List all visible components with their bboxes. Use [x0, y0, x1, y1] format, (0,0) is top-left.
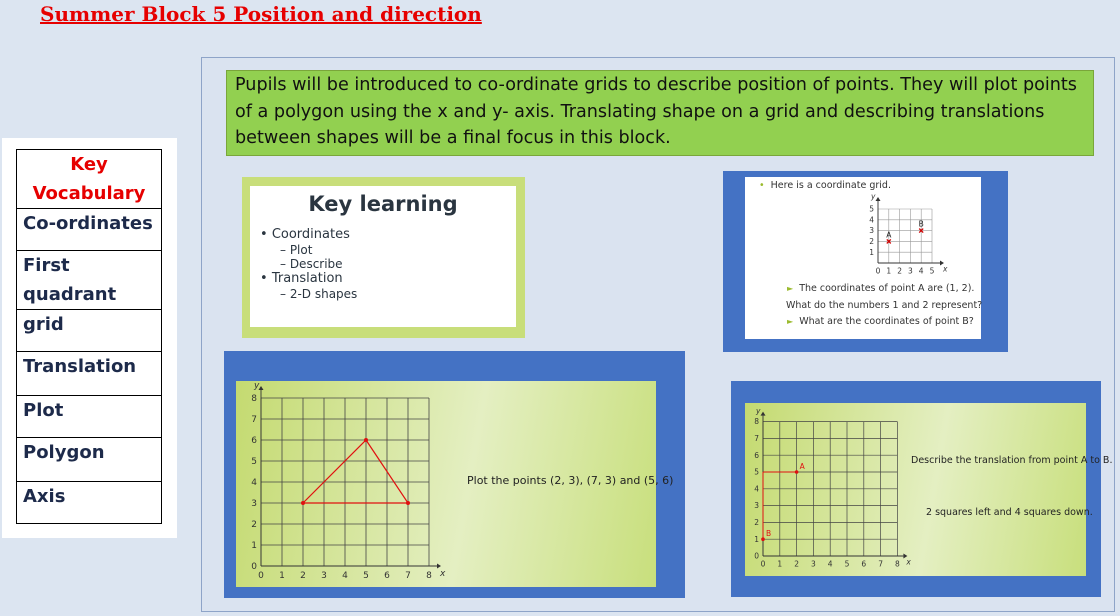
y-axis-label: y [871, 192, 876, 201]
y-tick-label: 2 [869, 237, 874, 247]
y-tick-label: 2 [251, 520, 257, 531]
y-tick-label: 7 [251, 415, 257, 426]
y-axis-arrow-icon [876, 197, 881, 201]
y-tick-label: 3 [869, 226, 874, 236]
key-learning-sub: – Plot [280, 243, 313, 257]
x-tick-label: 4 [342, 571, 348, 581]
y-axis-label: y [254, 381, 260, 391]
vocab-item: Polygon [17, 438, 162, 482]
y-tick-label: 6 [754, 450, 759, 460]
x-tick-label: 4 [918, 266, 924, 276]
y-tick-label: 5 [251, 457, 257, 468]
polygon-vertex [406, 501, 410, 505]
x-tick-label: 3 [321, 571, 327, 581]
x-tick-label: 7 [405, 571, 411, 581]
polygon-vertex [301, 501, 305, 505]
point-label: B [918, 219, 924, 229]
y-tick-label: 1 [251, 541, 257, 552]
key-learning-list: • Coordinates – Plot – Describe • Translation – 2-D shapes [260, 227, 358, 301]
x-axis-label: x [906, 557, 911, 567]
x-tick-label: 5 [929, 266, 935, 276]
point-label: B [766, 529, 772, 539]
vocab-item: Axis [17, 482, 162, 524]
x-tick-label: 5 [844, 559, 850, 569]
vocab-item: First quadrant [17, 251, 162, 310]
polygon-vertex [364, 438, 368, 442]
intro-text: Pupils will be introduced to co-ordinate grids to describe position of points. They will plot points of a polygon using the x and y- axis. Translating shape on a grid and describing translations between shapes will be a final focus in this block. [226, 70, 1094, 156]
x-tick-label: 5 [363, 571, 369, 581]
slide-question: What are the coordinates of point B? [799, 316, 974, 327]
y-tick-label: 4 [754, 484, 759, 494]
x-axis-arrow-icon [437, 564, 441, 569]
translation-chart [747, 403, 911, 575]
page-title: Summer Block 5 Position and direction [40, 2, 482, 26]
y-tick-label: 7 [754, 434, 759, 444]
triangle-shape [303, 440, 408, 503]
y-tick-label: 1 [754, 534, 759, 544]
y-tick-label: 8 [251, 394, 257, 405]
x-tick-label: 2 [897, 266, 902, 276]
plot-slide [236, 381, 674, 587]
x-tick-label: 8 [895, 559, 900, 569]
x-tick-label: 0 [760, 559, 766, 569]
translation-answer: 2 squares left and 4 squares down. [926, 507, 1093, 518]
x-tick-label: 1 [777, 559, 783, 569]
key-learning-sub: – Describe [280, 257, 343, 271]
plot-polygon-chart [240, 383, 452, 587]
slide-question: The coordinates of point A are (1, 2). [799, 283, 975, 294]
x-tick-label: 0 [875, 266, 881, 276]
point-label: A [799, 462, 805, 471]
x-tick-label: 3 [811, 559, 816, 569]
y-tick-label: 8 [754, 417, 759, 427]
y-tick-label: 1 [869, 247, 874, 257]
key-learning-bullet: Translation [271, 271, 343, 286]
x-tick-label: 0 [258, 571, 264, 581]
bullet-icon: • [759, 180, 765, 191]
key-learning-card [250, 186, 516, 327]
x-tick-label: 8 [426, 571, 432, 581]
x-tick-label: 2 [300, 571, 306, 581]
vocab-item: Co-ordinates [17, 209, 162, 251]
y-tick-label: 4 [251, 478, 257, 489]
key-learning-sub: – 2-D shapes [280, 287, 358, 301]
y-axis-label: y [756, 406, 761, 416]
x-tick-label: 6 [384, 571, 390, 581]
y-axis-arrow-icon [761, 412, 766, 416]
x-tick-label: 4 [827, 559, 833, 569]
key-learning-title: Key learning [308, 192, 458, 216]
slide-question: What do the numbers 1 and 2 represent? [786, 300, 983, 311]
arrow-icon: ► [787, 284, 794, 293]
arrow-icon: ► [787, 317, 794, 326]
key-learning-bullet: Coordinates [271, 227, 350, 242]
y-tick-label: 6 [251, 436, 257, 447]
x-tick-label: 1 [886, 266, 892, 276]
vocab-item: grid [17, 310, 162, 352]
y-tick-label: 0 [754, 551, 759, 561]
x-axis-label: x [440, 569, 446, 579]
slide-intro-text: Here is a coordinate grid. [770, 180, 891, 191]
point-label: A [886, 230, 892, 240]
y-tick-label: 5 [754, 467, 759, 477]
translation-question: Describe the translation from point A to B. [911, 455, 1113, 466]
vocab-item: Translation [17, 352, 162, 396]
plot-instruction: Plot the points (2, 3), (7, 3) and (5, 6) [467, 474, 674, 487]
point-marker [795, 470, 799, 474]
vocab-item: Plot [17, 396, 162, 438]
x-tick-label: 2 [794, 559, 799, 569]
coordinate-slide [745, 177, 981, 339]
y-tick-label: 5 [869, 204, 874, 214]
x-axis-label: x [943, 264, 948, 274]
x-tick-label: 3 [908, 266, 913, 276]
x-tick-label: 7 [878, 559, 883, 569]
y-tick-label: 4 [869, 215, 874, 225]
x-tick-label: 1 [279, 571, 285, 581]
y-tick-label: 2 [754, 518, 759, 528]
vocabulary-heading: Key Vocabulary [17, 150, 162, 209]
x-tick-label: 6 [861, 559, 867, 569]
y-tick-label: 0 [251, 562, 257, 573]
y-tick-label: 3 [251, 499, 257, 510]
coordinate-grid-chart [865, 191, 981, 281]
point-marker [761, 537, 765, 541]
translation-slide [745, 403, 1113, 576]
vocabulary-table [16, 149, 162, 524]
y-tick-label: 3 [754, 501, 759, 511]
